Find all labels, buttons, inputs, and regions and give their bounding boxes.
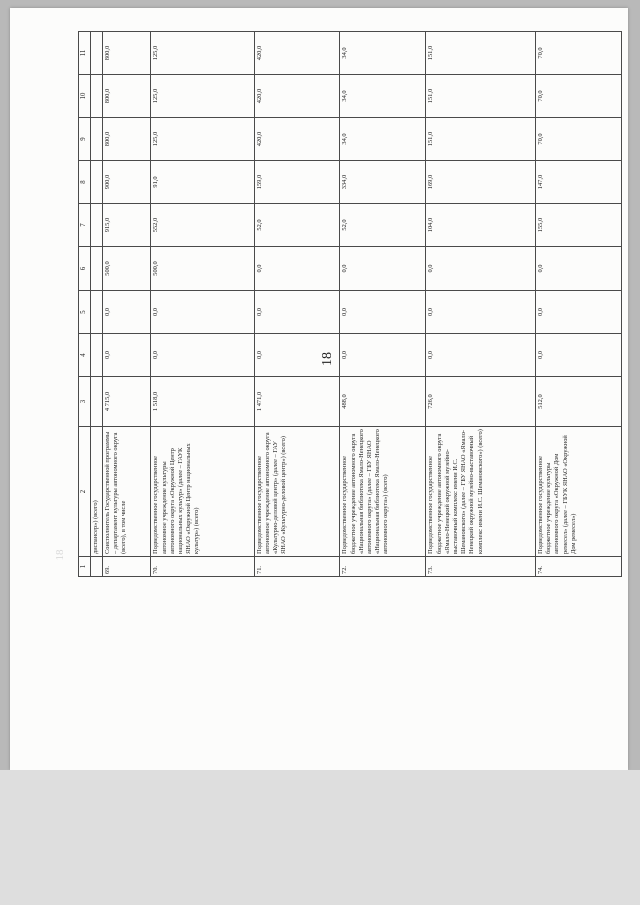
table-row: [151, 32, 254, 577]
value-cell-col-9: 420,0: [254, 118, 340, 161]
value-cell-col-7: 104,0: [426, 204, 536, 247]
column-header-2: 2: [79, 427, 91, 557]
table-header-row: [79, 32, 91, 577]
row-number: 74.: [536, 557, 622, 577]
value-cell-col-11: 800,0: [103, 32, 151, 75]
value-cell-col-6: 0,0: [340, 247, 426, 291]
page-number: 18: [320, 352, 335, 366]
column-header-9: 9: [79, 118, 91, 161]
table-row: [340, 32, 426, 577]
column-header-8: 8: [79, 161, 91, 204]
value-cell-col-10: 151,0: [426, 75, 536, 118]
value-cell-col-3: 4 715,0: [103, 377, 151, 427]
value-cell-col-5: 0,0: [536, 291, 622, 334]
value-cell-col-6: 0,0: [254, 247, 340, 291]
value-cell-col-4: 0,0: [340, 334, 426, 377]
value-cell-col-9: 125,0: [151, 118, 254, 161]
value-cell-col-9: [91, 118, 103, 161]
value-cell-col-5: 0,0: [340, 291, 426, 334]
value-cell-col-8: 169,0: [426, 161, 536, 204]
table-row: [254, 32, 340, 577]
value-cell-col-5: 0,0: [103, 291, 151, 334]
column-header-6: 6: [79, 247, 91, 291]
column-header-11: 11: [79, 32, 91, 75]
column-header-5: 5: [79, 291, 91, 334]
budget-table: [78, 31, 622, 577]
value-cell-col-11: 420,0: [254, 32, 340, 75]
value-cell-col-5: 0,0: [151, 291, 254, 334]
value-cell-col-8: [91, 161, 103, 204]
value-cell-col-4: 0,0: [103, 334, 151, 377]
value-cell-col-5: 0,0: [426, 291, 536, 334]
value-cell-col-3: 1 471,0: [254, 377, 340, 427]
value-cell-col-3: 1 518,0: [151, 377, 254, 427]
row-number: 70.: [151, 557, 254, 577]
value-cell-col-11: 70,0: [536, 32, 622, 75]
bleed-through-page-number: 18: [54, 549, 66, 561]
table-body: [91, 32, 622, 577]
table-row: [103, 32, 151, 577]
value-cell-col-3: 726,0: [426, 377, 536, 427]
value-cell-col-5: [91, 291, 103, 334]
value-cell-col-8: 159,0: [254, 161, 340, 204]
row-name: Подведомственное государственное бюджетное учреждение автономного округа «Ямало-Ненецкий окружной музейно-выставочный комплекс имени И.С. Шемановского» (далее – ГБУ ЯНАО «Ямало-Ненецкий окружной музейно-выставочный комплекс имени И.С. Шемановского») (всего): [426, 427, 536, 557]
value-cell-col-3: [91, 377, 103, 427]
value-cell-col-3: 488,0: [340, 377, 426, 427]
column-header-4: 4: [79, 334, 91, 377]
value-cell-col-7: 52,0: [254, 204, 340, 247]
value-cell-col-11: [91, 32, 103, 75]
document-page: [10, 8, 628, 770]
value-cell-col-7: 155,0: [536, 204, 622, 247]
column-header-1: 1: [79, 557, 91, 577]
value-cell-col-7: 52,0: [340, 204, 426, 247]
value-cell-col-7: 552,0: [151, 204, 254, 247]
column-header-7: 7: [79, 204, 91, 247]
value-cell-col-9: 70,0: [536, 118, 622, 161]
value-cell-col-4: [91, 334, 103, 377]
value-cell-col-7: [91, 204, 103, 247]
value-cell-col-6: 0,0: [536, 247, 622, 291]
value-cell-col-9: 800,0: [103, 118, 151, 161]
column-header-3: 3: [79, 377, 91, 427]
value-cell-col-7: 915,0: [103, 204, 151, 247]
row-number: 72.: [340, 557, 426, 577]
value-cell-col-10: [91, 75, 103, 118]
value-cell-col-4: 0,0: [536, 334, 622, 377]
row-name: Подведомственное государственное автономное учреждение автономного округа «Культурно-деловой центр» (далее – ГАУ ЯНАО «Культурно-деловой центр») (всего): [254, 427, 340, 557]
row-name: Соисполнитель Государственной программы – департамент культуры автономного округа (всего), в том числе: [103, 427, 151, 557]
value-cell-col-10: 125,0: [151, 75, 254, 118]
value-cell-col-6: 0,0: [426, 247, 536, 291]
scan-background: [0, 770, 640, 905]
value-cell-col-9: 151,0: [426, 118, 536, 161]
row-number: [91, 557, 103, 577]
value-cell-col-5: 0,0: [254, 291, 340, 334]
table-row: [426, 32, 536, 577]
value-cell-col-6: 500,0: [103, 247, 151, 291]
value-cell-col-10: 34,0: [340, 75, 426, 118]
value-cell-col-10: 420,0: [254, 75, 340, 118]
table-row: [536, 32, 622, 577]
value-cell-col-10: 70,0: [536, 75, 622, 118]
value-cell-col-11: 151,0: [426, 32, 536, 75]
row-name: Подведомственное государственное автономное учреждение культуры автономного округа «Окружной Центр национальных культур» (далее – ГАУК ЯНАО «Окружной Центр национальных культур») (всего): [151, 427, 254, 557]
value-cell-col-11: 125,0: [151, 32, 254, 75]
value-cell-col-8: 147,0: [536, 161, 622, 204]
value-cell-col-8: 900,0: [103, 161, 151, 204]
row-name: Подведомственное государственное бюджетное учреждение культуры автономного округа «Окружной Дом ремесел» (далее – ГБУК ЯНАО «Окружной Дом ремесел»): [536, 427, 622, 557]
column-header-10: 10: [79, 75, 91, 118]
value-cell-col-9: 34,0: [340, 118, 426, 161]
value-cell-col-8: 91,0: [151, 161, 254, 204]
value-cell-col-10: 800,0: [103, 75, 151, 118]
row-name: диспансер») (всего): [91, 427, 103, 557]
row-number: 73.: [426, 557, 536, 577]
row-number: 71.: [254, 557, 340, 577]
budget-table-container: [78, 32, 622, 577]
value-cell-col-4: 0,0: [426, 334, 536, 377]
value-cell-col-4: 0,0: [254, 334, 340, 377]
value-cell-col-6: 500,0: [151, 247, 254, 291]
value-cell-col-8: 334,0: [340, 161, 426, 204]
value-cell-col-4: 0,0: [151, 334, 254, 377]
table-row: [91, 32, 103, 577]
row-number: 69.: [103, 557, 151, 577]
value-cell-col-11: 34,0: [340, 32, 426, 75]
value-cell-col-3: 512,0: [536, 377, 622, 427]
value-cell-col-6: [91, 247, 103, 291]
row-name: Подведомственное государственное бюджетное учреждение автономного округа «Национальная библиотека Ямало-Ненецкого автономного округа» (далее – ГБУ ЯНАО «Национальная библиотека Ямало-Ненецкого автономного округа») (всего): [340, 427, 426, 557]
